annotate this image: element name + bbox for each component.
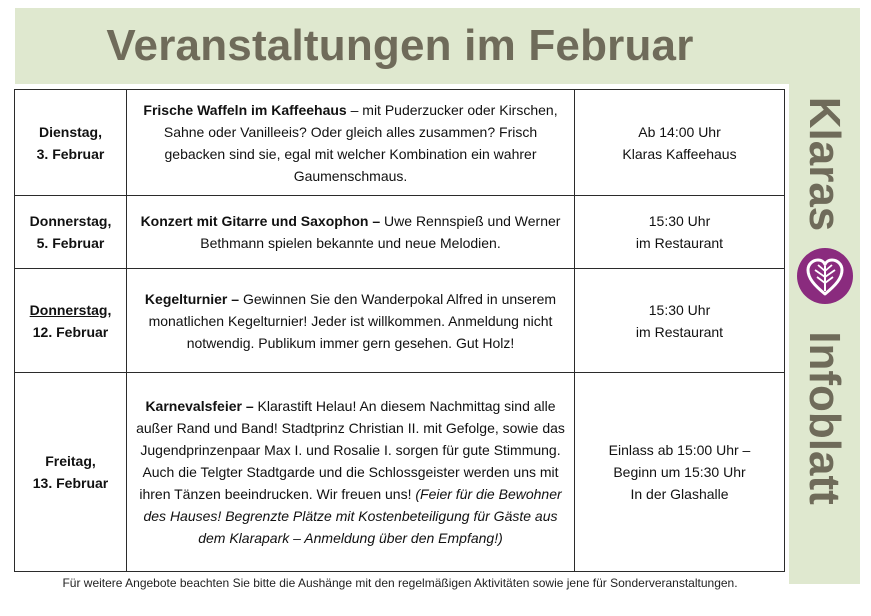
event-location: In der Glashalle: [630, 486, 729, 502]
event-description: [127, 196, 575, 269]
event-time: [575, 373, 785, 572]
event-time-line: 15:30 Uhr: [648, 301, 711, 318]
event-date-text: 3. Februar: [36, 145, 105, 162]
event-date: [15, 269, 127, 373]
side-title-klaras: Klaras: [800, 96, 849, 232]
event-time: [575, 196, 785, 269]
event-day: Freitag,: [45, 453, 96, 469]
event-title: Kegelturnier –: [144, 290, 240, 307]
event-location: im Restaurant: [635, 323, 724, 340]
event-text: – mit Puderzucker oder Kirschen, Sahne oder Vanilleeis? Oder gleich alles zusammen? Frisch gebacken sind sie, egal mit welcher Kombination ein wahrer Gaumenschmaus.: [163, 101, 558, 184]
events-table: [14, 89, 785, 572]
event-title: Konzert mit Gitarre und Saxophon –: [140, 213, 381, 229]
event-date-text: 5. Februar: [36, 235, 105, 251]
event-date-text: 12. Februar: [32, 323, 109, 340]
event-time-line: Ab 14:00 Uhr: [638, 123, 721, 140]
event-day: Donnerstag,: [29, 213, 112, 229]
event-note: (Feier für die Bewohner des Hauses! Begrenzte Plätze mit Kostenbeteiligung für Gäste aus dem Klarapark – Anmeldung über den Empfang!): [143, 486, 562, 546]
event-description: [127, 90, 575, 196]
footer-note: Für weitere Angebote beachten Sie bitte die Aushänge mit den regelmäßigen Aktivitäten sowie jene für Sonderveranstaltungen.: [62, 576, 738, 590]
event-time: [575, 90, 785, 196]
event-date: [15, 90, 127, 196]
event-day: Donnerstag,: [29, 301, 112, 318]
event-date: [15, 196, 127, 269]
event-time-line: Einlass ab 15:00 Uhr –: [608, 442, 751, 458]
table-row: [15, 196, 785, 269]
event-text: Klarastift Helau! An diesem Nachmittag sind alle außer Rand und Band! Stadtprinz Christian II. mit Gefolge, sowie das Jugendprinzenpaar Max I. und Rosalie I. sorgen für gute Stimmung. Auch die Telgter Stadtgarde und die Schlossgeister werden uns mit ihren Tänzen beeindrucken. Wir freuen uns!: [136, 398, 565, 502]
event-title: Frische Waffeln im Kaffeehaus: [143, 101, 347, 118]
event-title: Karnevalsfeier –: [145, 398, 254, 414]
table-row: [15, 269, 785, 373]
page-title: Veranstaltungen im Februar: [106, 21, 694, 70]
event-description: [127, 269, 575, 373]
event-description: [127, 373, 575, 572]
event-location: im Restaurant: [635, 235, 724, 251]
event-time-line: Beginn um 15:30 Uhr: [613, 464, 746, 480]
side-title-infoblatt: Infoblatt: [800, 331, 849, 505]
event-time-line: 15:30 Uhr: [648, 213, 711, 229]
event-text: Uwe Rennspieß und Werner Bethmann spielen bekannte und neue Melodien.: [200, 213, 561, 251]
event-text: Gewinnen Sie den Wanderpokal Alfred in unserem monatlichen Kegelturnier! Jeder ist willkommen. Anmeldung nicht notwendig. Publikum immer gern gesehen. Gut Holz!: [148, 290, 557, 351]
event-time: [575, 269, 785, 373]
event-location: Klaras Kaffeehaus: [622, 145, 737, 162]
event-date: [15, 373, 127, 572]
table-row: [15, 90, 785, 196]
event-date-text: 13. Februar: [32, 475, 109, 491]
table-row: [15, 373, 785, 572]
event-day: Dienstag,: [38, 123, 102, 140]
leaf-heart-logo-icon: [796, 247, 854, 305]
